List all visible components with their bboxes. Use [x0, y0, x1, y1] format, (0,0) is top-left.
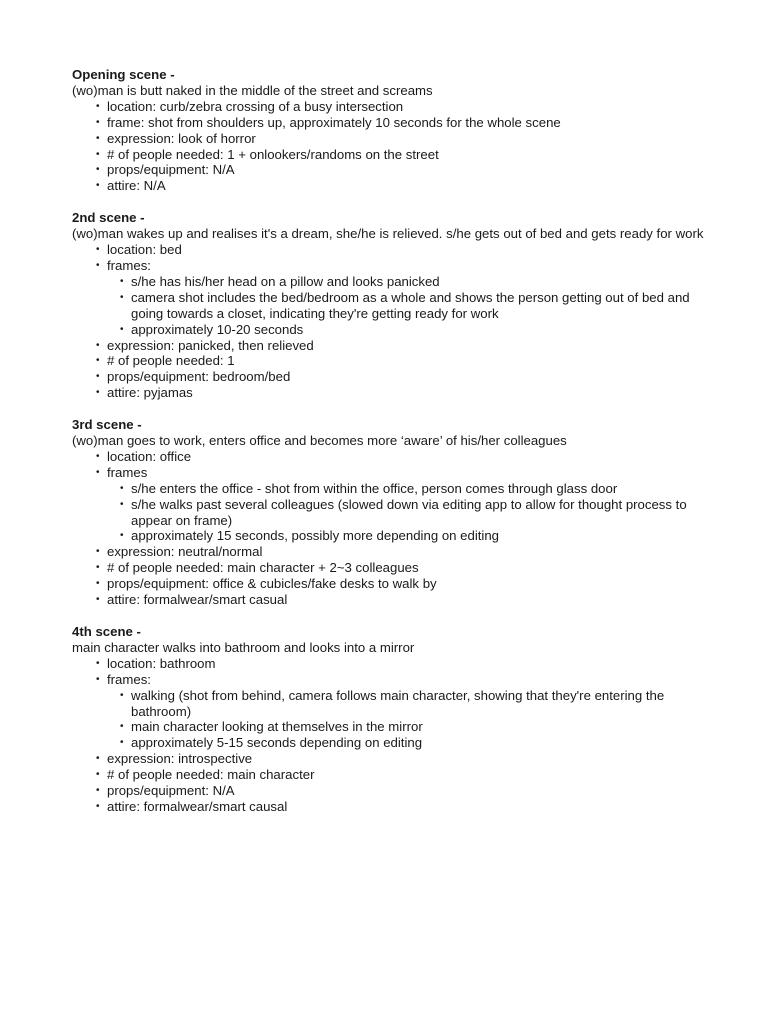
frame-item: • walking (shot from behind, camera follows main character, showing that they're entering the bathroom) [107, 688, 712, 720]
frame-item: • approximately 5-15 seconds depending on editing [107, 735, 712, 751]
scene-description: (wo)man goes to work, enters office and becomes more ‘aware’ of his/her colleagues [72, 433, 567, 449]
scene-description: (wo)man is butt naked in the middle of the street and screams [72, 82, 433, 98]
list-item: • expression: neutral/normal [72, 544, 712, 560]
frames-list [107, 274, 712, 338]
list-item-frames [72, 258, 712, 338]
scene-description: (wo)man wakes up and realises it's a dream, she/he is relieved. s/he gets out of bed and gets ready for work [72, 226, 704, 242]
scene-title: 3rd scene - [72, 417, 142, 433]
list-item: • frame: shot from shoulders up, approximately 10 seconds for the whole scene [72, 115, 712, 131]
list-item: • props/equipment: N/A [72, 162, 712, 178]
frames-list [107, 481, 712, 545]
frame-item: • main character looking at themselves in the mirror [107, 719, 712, 735]
scene-details-list [72, 656, 712, 815]
scene-details-list [72, 449, 712, 608]
list-item: • expression: introspective [72, 751, 712, 767]
list-item: • location: bathroom [72, 656, 712, 672]
scene-title: 2nd scene - [72, 210, 145, 226]
scene-title: 4th scene - [72, 624, 141, 639]
scene-description: main character walks into bathroom and looks into a mirror [72, 639, 415, 655]
frames-label: frames: [107, 671, 151, 687]
frame-item: • s/he walks past several colleagues (slowed down via editing app to allow for thought process to appear on frame) [107, 497, 712, 529]
list-item: • # of people needed: 1 [72, 353, 712, 369]
list-item-frames [72, 672, 712, 752]
list-item: • # of people needed: main character [72, 767, 712, 783]
list-item: • location: curb/zebra crossing of a busy intersection [72, 99, 712, 115]
scene-4 [72, 624, 712, 815]
scene-title: Opening scene - [72, 67, 175, 82]
list-item: • attire: formalwear/smart causal [72, 799, 712, 815]
list-item: • location: office [72, 449, 712, 465]
list-item: • expression: panicked, then relieved [72, 338, 712, 354]
list-item: • expression: look of horror [72, 131, 712, 147]
scene-2 [72, 210, 712, 401]
list-item: • props/equipment: office & cubicles/fake desks to walk by [72, 576, 712, 592]
list-item: • attire: pyjamas [72, 385, 712, 401]
frame-item: • s/he has his/her head on a pillow and looks panicked [107, 274, 712, 290]
scene-details-list [72, 242, 712, 401]
frame-item: • camera shot includes the bed/bedroom as a whole and shows the person getting out of bed and going towards a closet, indicating they're getting ready for work [107, 290, 712, 322]
list-item-frames [72, 465, 712, 545]
list-item: • attire: N/A [72, 178, 712, 194]
scene-3 [72, 417, 712, 608]
frame-item: • s/he enters the office - shot from within the office, person comes through glass door [107, 481, 712, 497]
frames-label: frames [107, 464, 148, 480]
scene-details-list [72, 99, 712, 194]
list-item: • # of people needed: main character + 2~3 colleagues [72, 560, 712, 576]
frame-item: • approximately 10-20 seconds [107, 322, 712, 338]
frames-label: frames: [107, 257, 151, 273]
list-item: • attire: formalwear/smart casual [72, 592, 712, 608]
list-item: • # of people needed: 1 + onlookers/randoms on the street [72, 147, 712, 163]
scene-opening [72, 67, 712, 194]
frame-item: • approximately 15 seconds, possibly more depending on editing [107, 528, 712, 544]
list-item: • props/equipment: bedroom/bed [72, 369, 712, 385]
list-item: • location: bed [72, 242, 712, 258]
list-item: • props/equipment: N/A [72, 783, 712, 799]
document-page [72, 67, 712, 815]
frames-list [107, 688, 712, 752]
